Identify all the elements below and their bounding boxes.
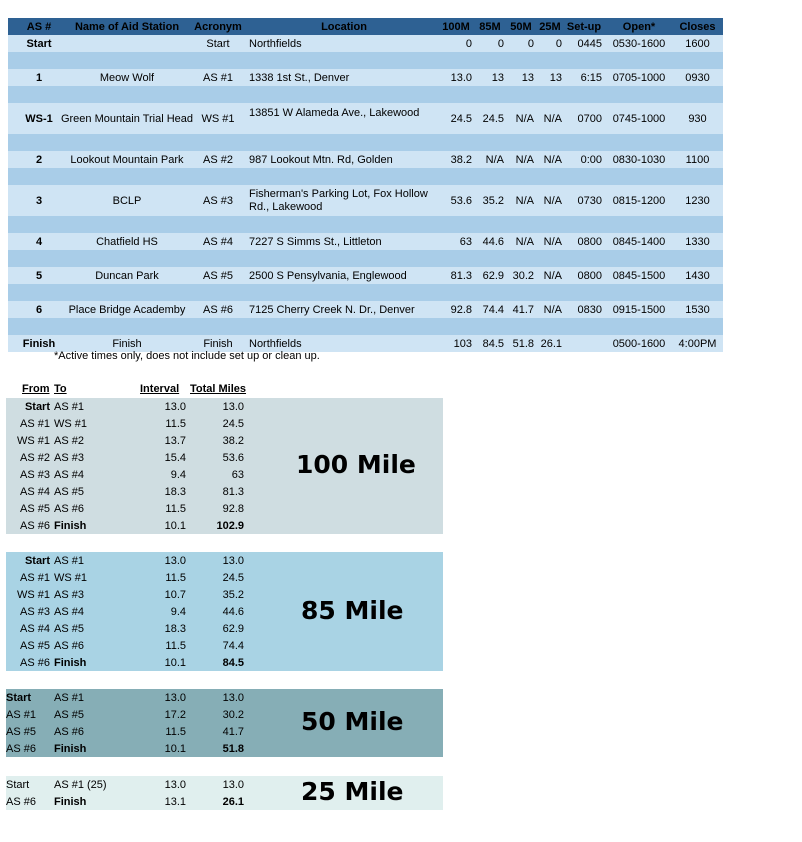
- mileage-cell-interval: 10.7: [164, 588, 186, 601]
- mileage-cell-total: 13.0: [222, 778, 244, 791]
- cell-acronym: AS #4: [203, 235, 233, 248]
- cell-setup: [566, 335, 602, 352]
- cell-acronym: AS #5: [203, 269, 233, 282]
- cell-setup: 0:00: [580, 153, 602, 166]
- cell-acronym: AS #6: [203, 303, 233, 316]
- mileage-cell-from: Start: [24, 554, 50, 567]
- mileage-cell-from: Start: [6, 778, 30, 791]
- mileage-cell-to: Finish: [54, 795, 87, 808]
- cell-location: 13851 W Alameda Ave., Lakewood: [249, 107, 420, 119]
- cell-location: 1338 1st St., Denver: [249, 71, 350, 84]
- mileage-cell-from: AS #1: [6, 708, 36, 721]
- mileage-row: [6, 432, 443, 449]
- mileage-cell-to: AS #5: [54, 708, 84, 721]
- mileage-block: [6, 552, 443, 671]
- mileage-cell-total: 102.9: [216, 519, 244, 532]
- footnote: *Active times only, does not include set up or clean up.: [54, 350, 320, 362]
- mileage-cell-from: AS #1: [20, 417, 50, 430]
- cell-100m: 53.6: [450, 194, 472, 207]
- cell-100m: 92.8: [450, 303, 472, 316]
- mileage-cell-to: AS #2: [54, 434, 84, 447]
- mileage-block: [6, 776, 443, 810]
- mileage-cell-interval: 9.4: [170, 468, 186, 481]
- cell-25m: N/A: [543, 153, 562, 166]
- mileage-cell-interval: 17.2: [164, 708, 186, 721]
- cell-closes: 4:00PM: [678, 337, 717, 350]
- header-100m: 100M: [442, 20, 470, 33]
- cell-50m: 0: [527, 37, 534, 50]
- header-25m: 25M: [539, 20, 561, 33]
- cell-25m: N/A: [543, 303, 562, 316]
- mileage-cell-total: 62.9: [222, 622, 244, 635]
- cell-closes: 930: [688, 112, 707, 125]
- aid-station-row: [8, 233, 723, 250]
- mileage-row: [6, 740, 443, 757]
- mileage-cell-from: AS #6: [20, 519, 50, 532]
- header-closes: Closes: [679, 20, 716, 33]
- mileage-header-from: From: [22, 383, 50, 395]
- cell-acronym: AS #2: [203, 153, 233, 166]
- cell-100m: 81.3: [450, 269, 472, 282]
- mileage-cell-from: AS #3: [20, 605, 50, 618]
- mileage-cell-total: 13.0: [222, 400, 244, 413]
- cell-name: Place Bridge Academby: [68, 303, 186, 316]
- mileage-cell-interval: 10.1: [164, 742, 186, 755]
- mileage-cell-to: AS #4: [54, 468, 84, 481]
- mileage-cell-to: AS #5: [54, 622, 84, 635]
- mileage-cell-to: AS #1: [54, 554, 84, 567]
- cell-name: Duncan Park: [95, 269, 159, 282]
- aid-station-row: [8, 103, 723, 134]
- cell-85m: 0: [497, 37, 504, 50]
- mileage-header-interval: Interval: [140, 383, 180, 395]
- mileage-cell-interval: 11.5: [165, 502, 186, 515]
- mileage-cell-from: AS #6: [20, 656, 50, 669]
- mileage-cell-total: 24.5: [222, 571, 244, 584]
- distance-title: 100 Mile: [296, 450, 416, 479]
- mileage-cell-from: AS #6: [6, 795, 36, 808]
- header-as: AS #: [26, 20, 52, 33]
- cell-setup: 6:15: [580, 71, 602, 84]
- mileage-cell-total: 53.6: [222, 451, 244, 464]
- mileage-row: [6, 517, 443, 534]
- mileage-row: [6, 637, 443, 654]
- cell-open: 0500-1600: [612, 337, 666, 350]
- cell-as: 2: [35, 153, 43, 166]
- cell-25m: N/A: [543, 112, 562, 125]
- header-name: Name of Aid Station: [74, 20, 180, 33]
- mileage-cell-from: AS #1: [20, 571, 50, 584]
- mileage-row: [6, 415, 443, 432]
- mileage-cell-total: 44.6: [222, 605, 244, 618]
- cell-25m: N/A: [543, 269, 562, 282]
- header-acronym: Acronym: [194, 20, 242, 33]
- cell-25m: N/A: [543, 235, 562, 248]
- cell-25m: 0: [555, 37, 562, 50]
- distance-title: 50 Mile: [301, 707, 404, 736]
- mileage-header: [6, 383, 266, 398]
- row-spacer: [8, 318, 723, 335]
- cell-50m: 51.8: [512, 337, 534, 350]
- mileage-cell-to: Finish: [54, 656, 87, 669]
- cell-location: 7227 S Simms St., Littleton: [249, 235, 382, 248]
- cell-setup: 0700: [577, 112, 602, 125]
- mileage-cell-total: 41.7: [222, 725, 244, 738]
- row-spacer: [8, 250, 723, 267]
- aid-station-row: [8, 301, 723, 318]
- mileage-cell-interval: 10.1: [164, 656, 186, 669]
- distance-title: 25 Mile: [301, 777, 404, 806]
- mileage-row: [6, 654, 443, 671]
- header-open: Open*: [622, 20, 656, 33]
- mileage-cell-interval: 13.7: [164, 434, 186, 447]
- mileage-block: [6, 689, 443, 757]
- aid-station-table: [8, 18, 723, 352]
- mileage-cell-from: Start: [6, 691, 32, 704]
- mileage-cell-to: WS #1: [54, 417, 88, 430]
- cell-setup: 0830: [577, 303, 602, 316]
- aid-table-header: [8, 18, 723, 35]
- cell-acronym: Start: [206, 37, 230, 50]
- mileage-cell-from: AS #4: [20, 485, 50, 498]
- mileage-cell-total: 24.5: [222, 417, 244, 430]
- mileage-cell-total: 63: [231, 468, 244, 481]
- mileage-cell-to: Finish: [54, 519, 87, 532]
- cell-25m: 26.1: [540, 337, 562, 350]
- row-spacer: [8, 134, 723, 151]
- mileage-cell-to: AS #3: [54, 588, 84, 601]
- mileage-cell-to: WS #1: [54, 571, 88, 584]
- cell-open: 0705-1000: [612, 71, 666, 84]
- cell-100m: 38.2: [450, 153, 472, 166]
- mileage-cell-from: Start: [24, 400, 50, 413]
- row-spacer: [8, 216, 723, 233]
- mileage-cell-to: AS #1: [54, 691, 84, 704]
- cell-closes: 1430: [685, 269, 710, 282]
- cell-as: 6: [35, 303, 43, 316]
- cell-name: Finish: [112, 337, 142, 350]
- mileage-cell-interval: 11.5: [165, 571, 186, 584]
- mileage-cell-total: 74.4: [222, 639, 244, 652]
- cell-location: 987 Lookout Mtn. Rd, Golden: [249, 153, 393, 166]
- mileage-cell-total: 81.3: [222, 485, 244, 498]
- mileage-header-total: Total Miles: [190, 383, 247, 395]
- distance-title: 85 Mile: [301, 595, 404, 625]
- mileage-cell-interval: 13.0: [164, 778, 186, 791]
- mileage-cell-to: AS #6: [54, 639, 84, 652]
- cell-open: 0845-1400: [612, 235, 666, 248]
- cell-50m: 13: [521, 71, 534, 84]
- mileage-cell-total: 26.1: [222, 795, 244, 808]
- cell-name: Meow Wolf: [99, 71, 155, 84]
- cell-setup: 0800: [577, 269, 602, 282]
- cell-50m: 30.2: [512, 269, 534, 282]
- cell-location: 7125 Cherry Creek N. Dr., Denver: [249, 303, 415, 316]
- aid-station-row: [8, 267, 723, 284]
- mileage-cell-from: AS #4: [20, 622, 50, 635]
- mileage-cell-interval: 11.5: [165, 639, 186, 652]
- cell-closes: 1530: [685, 303, 710, 316]
- mileage-cell-interval: 18.3: [164, 622, 186, 635]
- mileage-row: [6, 552, 443, 569]
- mileage-cell-interval: 13.1: [164, 795, 186, 808]
- cell-closes: 1100: [685, 153, 710, 166]
- mileage-cell-total: 35.2: [222, 588, 244, 601]
- cell-50m: N/A: [515, 194, 534, 207]
- cell-name: [52, 35, 202, 52]
- cell-name: Chatfield HS: [96, 235, 158, 248]
- cell-setup: 0730: [577, 194, 602, 207]
- cell-setup: 0445: [577, 37, 602, 50]
- cell-85m: N/A: [485, 153, 504, 166]
- cell-50m: N/A: [515, 112, 534, 125]
- cell-open: 0845-1500: [612, 269, 666, 282]
- cell-85m: 44.6: [482, 235, 504, 248]
- mileage-cell-interval: 13.0: [164, 691, 186, 704]
- cell-closes: 1600: [685, 37, 710, 50]
- mileage-cell-from: AS #6: [6, 742, 36, 755]
- row-spacer: [8, 86, 723, 103]
- mileage-block: [6, 398, 443, 534]
- mileage-cell-total: 92.8: [222, 502, 244, 515]
- cell-closes: 1230: [685, 194, 710, 207]
- mileage-row: [6, 500, 443, 517]
- cell-100m: 0: [465, 37, 472, 50]
- header-setup: Set-up: [566, 20, 602, 33]
- header-85m: 85M: [479, 20, 501, 33]
- cell-location: 2500 S Pensylvania, Englewood: [249, 269, 407, 282]
- row-spacer: [8, 168, 723, 185]
- cell-location: Northfields: [249, 337, 302, 350]
- header-location: Location: [321, 20, 367, 33]
- row-spacer: [8, 284, 723, 301]
- cell-as: 3: [35, 194, 43, 207]
- cell-100m: 24.5: [450, 112, 472, 125]
- mileage-row: [6, 398, 443, 415]
- cell-100m: 63: [459, 235, 472, 248]
- mileage-row: [6, 689, 443, 706]
- mileage-cell-from: WS #1: [16, 588, 50, 601]
- cell-open: 0745-1000: [612, 112, 666, 125]
- mileage-cell-interval: 9.4: [170, 605, 186, 618]
- cell-85m: 62.9: [482, 269, 504, 282]
- mileage-cell-total: 13.0: [222, 554, 244, 567]
- mileage-cell-to: AS #5: [54, 485, 84, 498]
- mileage-cell-interval: 13.0: [164, 554, 186, 567]
- cell-25m: N/A: [543, 194, 562, 207]
- mileage-cell-to: AS #4: [54, 605, 84, 618]
- cell-85m: 84.5: [482, 337, 504, 350]
- aid-table-body: [8, 35, 723, 352]
- cell-open: 0830-1030: [612, 153, 666, 166]
- header-50m: 50M: [510, 20, 532, 33]
- cell-open: 0815-1200: [612, 194, 666, 207]
- mileage-cell-to: AS #1: [54, 400, 84, 413]
- mileage-cell-total: 51.8: [222, 742, 244, 755]
- cell-closes: 0930: [685, 71, 710, 84]
- cell-as: Finish: [22, 337, 56, 350]
- mileage-cell-to: AS #1 (25): [54, 778, 107, 791]
- cell-name: Lookout Mountain Park: [70, 153, 184, 166]
- cell-as: 5: [35, 269, 43, 282]
- cell-100m: 103: [453, 337, 472, 350]
- aid-station-row: [8, 69, 723, 86]
- aid-station-row: [8, 35, 723, 52]
- cell-acronym: WS #1: [201, 112, 235, 125]
- cell-acronym: AS #1: [203, 71, 233, 84]
- cell-50m: 41.7: [512, 303, 534, 316]
- cell-85m: 24.5: [482, 112, 504, 125]
- aid-station-row: [8, 151, 723, 168]
- mileage-cell-total: 84.5: [222, 656, 244, 669]
- mileage-cell-interval: 11.5: [165, 417, 186, 430]
- mileage-cell-total: 13.0: [222, 691, 244, 704]
- mileage-cell-from: AS #5: [6, 725, 36, 738]
- cell-open: 0915-1500: [612, 303, 666, 316]
- mileage-header-to: To: [54, 383, 67, 395]
- cell-name: Green Mountain Trial Head: [60, 112, 194, 125]
- mileage-cell-total: 30.2: [222, 708, 244, 721]
- cell-85m: 13: [491, 71, 504, 84]
- mileage-cell-interval: 15.4: [164, 451, 186, 464]
- mileage-cell-to: AS #6: [54, 725, 84, 738]
- cell-as: 4: [35, 235, 43, 248]
- mileage-cell-interval: 11.5: [165, 725, 186, 738]
- aid-station-row: [8, 185, 723, 216]
- cell-acronym: Finish: [203, 337, 233, 350]
- mileage-cell-to: AS #3: [54, 451, 84, 464]
- cell-location: Northfields: [249, 37, 302, 50]
- mileage-cell-from: AS #3: [20, 468, 50, 481]
- mileage-cell-interval: 13.0: [164, 400, 186, 413]
- cell-setup: 0800: [577, 235, 602, 248]
- mileage-row: [6, 483, 443, 500]
- mileage-cell-to: Finish: [54, 742, 87, 755]
- mileage-cell-from: AS #5: [20, 639, 50, 652]
- cell-85m: 35.2: [482, 194, 504, 207]
- cell-location: Fisherman's Parking Lot, Fox Hollow Rd., Lakewood: [249, 187, 428, 213]
- row-spacer: [8, 52, 723, 69]
- cell-as: 1: [35, 71, 43, 84]
- mileage-row: [6, 569, 443, 586]
- cell-name: BCLP: [112, 194, 142, 207]
- mileage-cell-interval: 10.1: [164, 519, 186, 532]
- cell-25m: 13: [549, 71, 562, 84]
- mileage-cell-from: WS #1: [16, 434, 50, 447]
- mileage-cell-from: AS #2: [20, 451, 50, 464]
- mileage-cell-interval: 18.3: [164, 485, 186, 498]
- mileage-cell-total: 38.2: [222, 434, 244, 447]
- cell-open: 0530-1600: [612, 37, 666, 50]
- cell-50m: N/A: [515, 153, 534, 166]
- cell-as: WS-1: [25, 112, 53, 125]
- mileage-cell-to: AS #6: [54, 502, 84, 515]
- cell-85m: 74.4: [482, 303, 504, 316]
- cell-50m: N/A: [515, 235, 534, 248]
- cell-as: Start: [26, 37, 52, 50]
- cell-100m: 13.0: [450, 71, 472, 84]
- cell-closes: 1330: [685, 235, 710, 248]
- cell-acronym: AS #3: [203, 194, 233, 207]
- mileage-cell-from: AS #5: [20, 502, 50, 515]
